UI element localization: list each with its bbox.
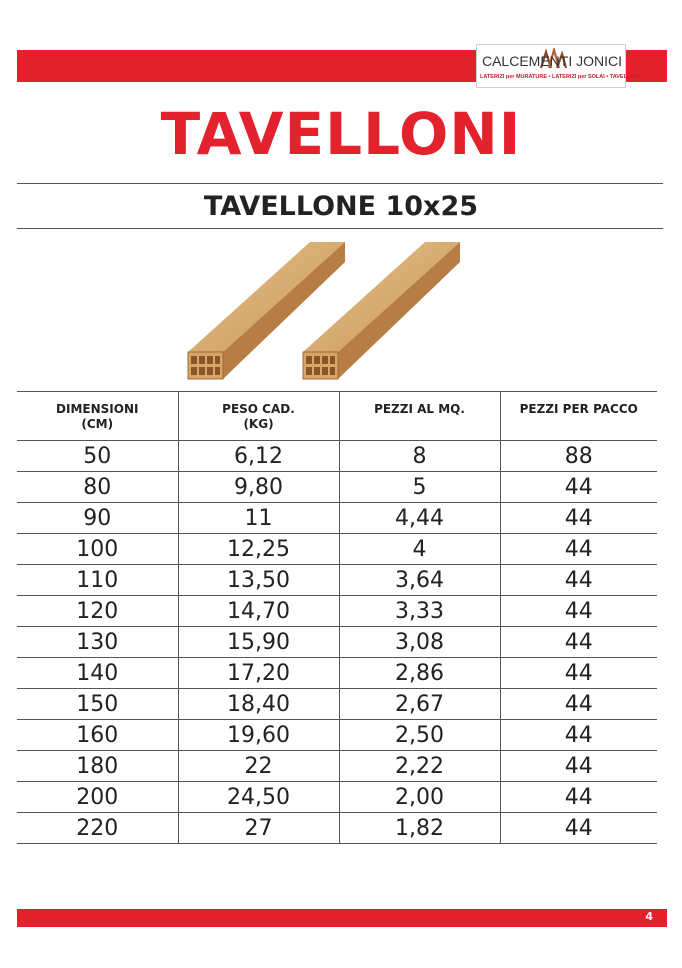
cell-pezzi-mq: 2,00	[339, 782, 500, 813]
product-subtitle: TAVELLONE 10x25	[203, 191, 479, 222]
brand-logo	[476, 44, 641, 88]
cell-peso: 9,80	[178, 472, 339, 503]
cell-pezzi-mq: 4	[339, 534, 500, 565]
cell-peso: 11	[178, 503, 339, 534]
brand-tagline: LATERIZI per MURATURE • LATERIZI per SOLAI • TAVELLONI	[480, 74, 641, 80]
table-row	[17, 534, 657, 565]
cell-pezzi-mq: 2,22	[339, 751, 500, 782]
table-row	[17, 596, 657, 627]
table-row	[17, 782, 657, 813]
cell-pezzi-mq: 5	[339, 472, 500, 503]
cell-dimensione: 120	[17, 596, 178, 627]
cell-pezzi-pacco: 44	[500, 596, 657, 627]
cell-peso: 12,25	[178, 534, 339, 565]
cell-pezzi-pacco: 44	[500, 720, 657, 751]
cell-pezzi-pacco: 44	[500, 565, 657, 596]
cell-dimensione: 130	[17, 627, 178, 658]
table-row	[17, 441, 657, 472]
page-number: 4	[645, 910, 653, 923]
cell-pezzi-pacco: 44	[500, 813, 657, 844]
cell-dimensione: 90	[17, 503, 178, 534]
table-header-row	[17, 392, 657, 441]
header-label: PESO CAD.	[222, 402, 295, 416]
table-row	[17, 658, 657, 689]
cell-peso: 17,20	[178, 658, 339, 689]
header-label: DIMENSIONI	[56, 402, 139, 416]
cell-pezzi-mq: 3,33	[339, 596, 500, 627]
cell-pezzi-mq: 3,08	[339, 627, 500, 658]
cell-dimensione: 200	[17, 782, 178, 813]
table-row	[17, 503, 657, 534]
cell-peso: 13,50	[178, 565, 339, 596]
dimensions-table	[17, 391, 657, 844]
cell-dimensione: 220	[17, 813, 178, 844]
column-header-peso	[178, 392, 339, 441]
table-body	[17, 441, 657, 844]
cell-dimensione: 160	[17, 720, 178, 751]
cell-peso: 15,90	[178, 627, 339, 658]
cell-peso: 27	[178, 813, 339, 844]
cell-pezzi-pacco: 44	[500, 472, 657, 503]
table-row	[17, 627, 657, 658]
column-header-dimensioni	[17, 392, 178, 441]
cell-pezzi-pacco: 44	[500, 627, 657, 658]
header-unit: (KG)	[243, 417, 274, 431]
header-label: PEZZI PER PACCO	[519, 402, 638, 416]
cell-pezzi-mq: 2,50	[339, 720, 500, 751]
table-row	[17, 472, 657, 503]
cell-pezzi-mq: 4,44	[339, 503, 500, 534]
cell-dimensione: 140	[17, 658, 178, 689]
cell-pezzi-pacco: 44	[500, 534, 657, 565]
cell-dimensione: 110	[17, 565, 178, 596]
cell-pezzi-mq: 2,67	[339, 689, 500, 720]
cell-pezzi-mq: 8	[339, 441, 500, 472]
tavellone-product-image	[180, 234, 480, 384]
cell-pezzi-pacco: 44	[500, 751, 657, 782]
cell-pezzi-mq: 3,64	[339, 565, 500, 596]
page-title: TAVELLONI	[160, 100, 522, 168]
cell-peso: 22	[178, 751, 339, 782]
cell-peso: 19,60	[178, 720, 339, 751]
cell-pezzi-pacco: 44	[500, 658, 657, 689]
cell-peso: 24,50	[178, 782, 339, 813]
brand-name: CALCEMENTI JONICI	[481, 53, 622, 69]
cell-peso: 18,40	[178, 689, 339, 720]
cell-pezzi-pacco: 88	[500, 441, 657, 472]
cell-dimensione: 80	[17, 472, 178, 503]
title-rule-top	[17, 183, 663, 184]
cell-dimensione: 150	[17, 689, 178, 720]
header-unit: (CM)	[81, 417, 114, 431]
cell-pezzi-pacco: 44	[500, 782, 657, 813]
cell-pezzi-mq: 1,82	[339, 813, 500, 844]
title-rule-bottom	[17, 228, 663, 229]
table-row	[17, 565, 657, 596]
cell-dimensione: 100	[17, 534, 178, 565]
column-header-pezzi-mq	[339, 392, 500, 441]
cell-pezzi-mq: 2,86	[339, 658, 500, 689]
cell-peso: 14,70	[178, 596, 339, 627]
cell-pezzi-pacco: 44	[500, 503, 657, 534]
footer-red-bar	[17, 909, 667, 927]
column-header-pezzi-pacco	[500, 392, 657, 441]
table-row	[17, 813, 657, 844]
table-row	[17, 720, 657, 751]
table-row	[17, 689, 657, 720]
table-row	[17, 751, 657, 782]
cell-dimensione: 50	[17, 441, 178, 472]
cell-peso: 6,12	[178, 441, 339, 472]
cell-pezzi-pacco: 44	[500, 689, 657, 720]
cell-dimensione: 180	[17, 751, 178, 782]
header-label: PEZZI AL MQ.	[374, 402, 465, 416]
